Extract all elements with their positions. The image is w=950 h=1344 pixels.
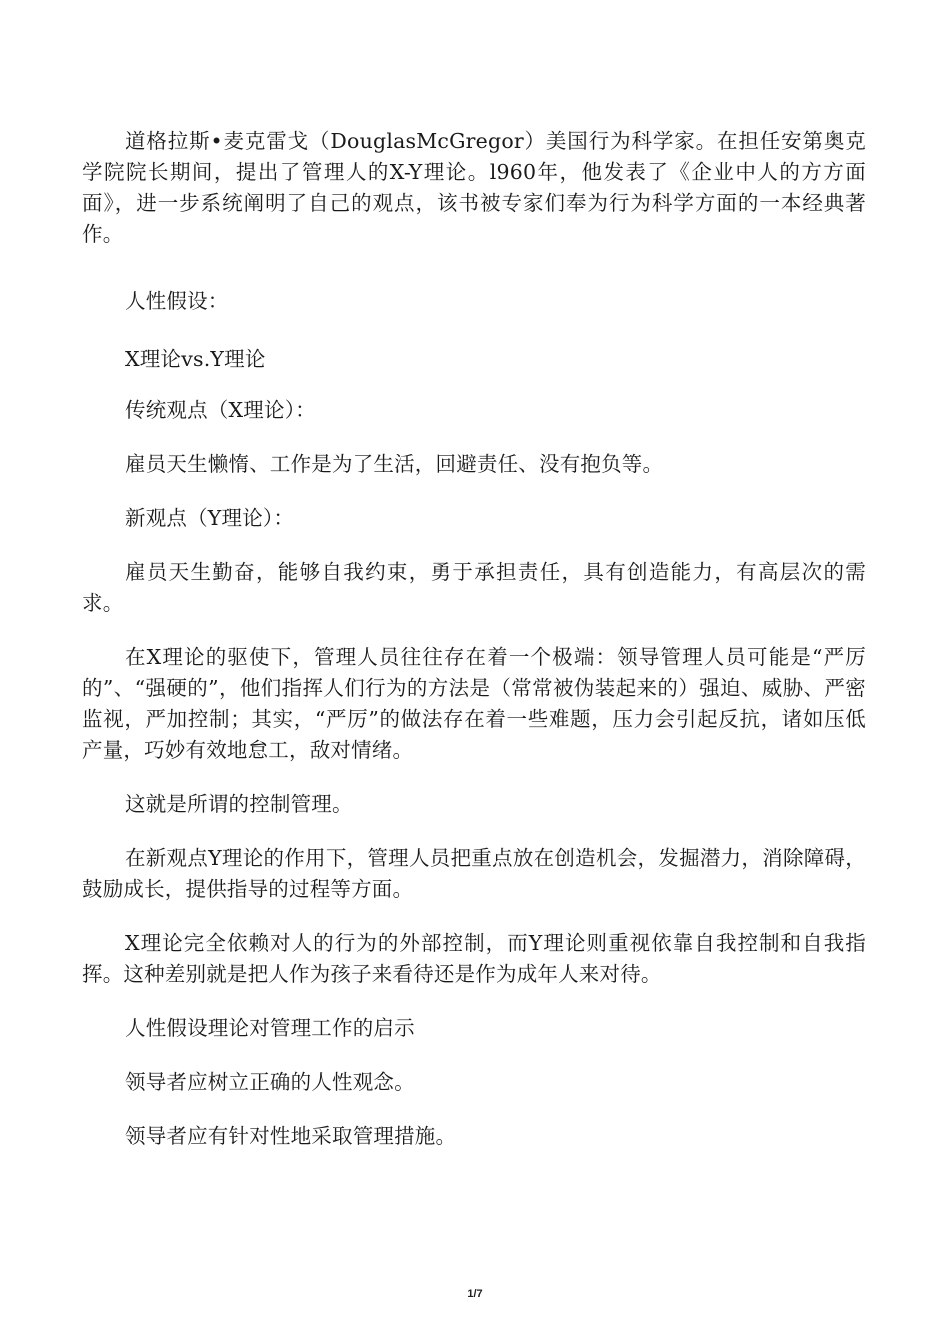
paragraph-new-view: 新观点（Y理论）： <box>125 506 295 530</box>
paragraph-implications-heading: 人性假设理论对管理工作的启示 <box>125 1016 415 1040</box>
paragraph-control-management: 这就是所谓的控制管理。 <box>125 792 353 816</box>
paragraph-x-y-difference: X理论完全依赖对人的行为的外部控制，而Y理论则重视依靠自我控制和自我指挥。这种差别就是把人作为孩子来看待还是作为成年人来对待。 <box>82 931 866 986</box>
paragraph-x-vs-y: X理论vs.Y理论 <box>125 347 266 371</box>
page-number: 1/7 <box>467 1288 483 1300</box>
paragraph-implication-2: 领导者应有针对性地采取管理措施。 <box>125 1124 457 1148</box>
paragraph-traditional-detail: 雇员天生懒惰、工作是为了生活，回避责任、没有抱负等。 <box>125 452 664 476</box>
paragraph-traditional-view: 传统观点（X理论）： <box>125 398 316 422</box>
document-body <box>82 126 866 1152</box>
paragraph-y-effect: 在新观点Y理论的作用下，管理人员把重点放在创造机会，发掘潜力，消除障碍，鼓励成长，提供指导的过程等方面。 <box>82 846 866 901</box>
paragraph-human-nature-heading: 人性假设： <box>125 289 229 313</box>
paragraph-intro: 道格拉斯•麦克雷戈（DouglasMcGregor）美国行为科学家。在担任安第奥克学院院长期间，提出了管理人的X-Y理论。l960年，他发表了《企业中人的方方面面》，进一步系统阐明了自己的观点，该书被专家们奉为行为科学方面的一本经典著作。 <box>82 129 866 246</box>
paragraph-x-driven: 在X理论的驱使下，管理人员往往存在着一个极端：领导管理人员可能是“严厉的”、“强硬的”，他们指挥人们行为的方法是（常常被伪装起来的）强迫、威胁、严密监视，严加控制；其实，“严厉”的做法存在着一些难题，压力会引起反抗，诸如压低产量，巧妙有效地怠工，敌对情绪。 <box>82 645 866 762</box>
paragraph-implication-1: 领导者应树立正确的人性观念。 <box>125 1070 415 1094</box>
paragraph-new-detail: 雇员天生勤奋，能够自我约束，勇于承担责任，具有创造能力，有高层次的需求。 <box>82 560 866 615</box>
